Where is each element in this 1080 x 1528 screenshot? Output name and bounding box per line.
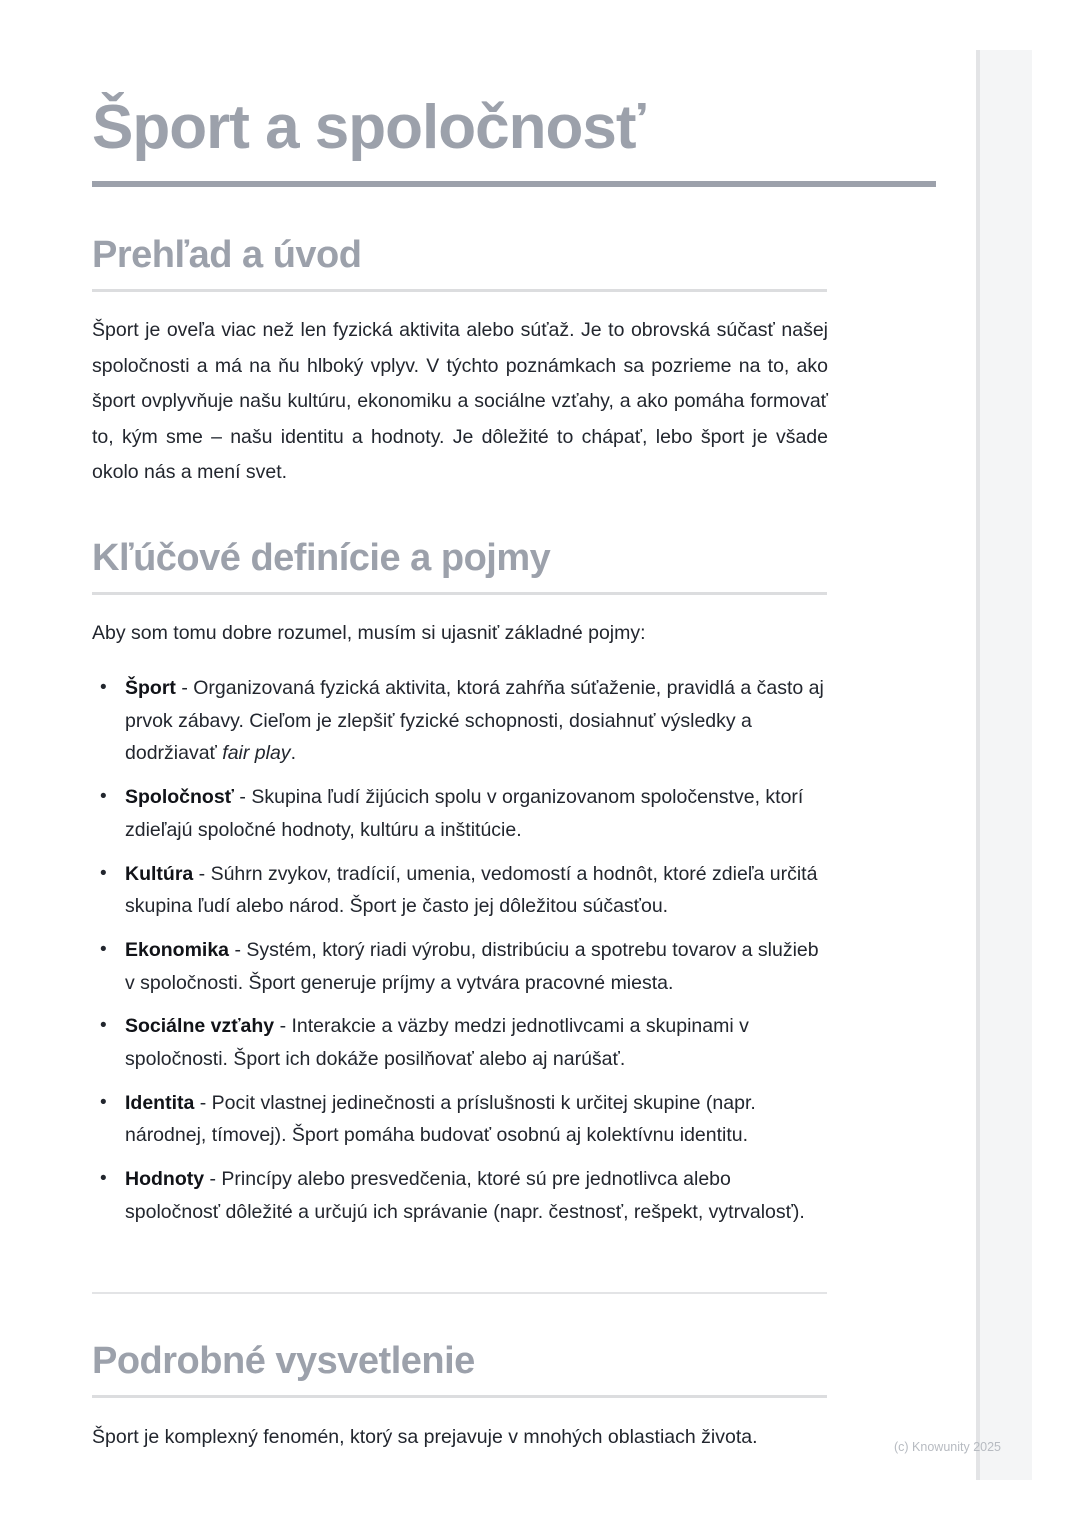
definition-term: Identita bbox=[125, 1091, 195, 1114]
definition-text: - Systém, ktorý riadi výrobu, distribúciu a spotrebu tovarov a služieb v spoločnosti. Šport generuje príjmy a vytvára pracovné miesta. bbox=[125, 938, 819, 994]
section-divider bbox=[92, 289, 827, 292]
definition-text: - Skupina ľudí žijúcich spolu v organizovanom spoločenstve, ktorí zdieľajú spoločné hodnoty, kultúru a inštitúcie. bbox=[125, 786, 804, 841]
bullet-icon: • bbox=[100, 677, 107, 698]
definition-term: Ekonomika bbox=[125, 938, 230, 961]
bullet-icon: • bbox=[100, 862, 107, 884]
definition-term: Hodnoty bbox=[125, 1168, 205, 1191]
bullet-icon: • bbox=[100, 786, 107, 808]
section-heading-definitions: Kľúčové definície a pojmy bbox=[92, 537, 551, 579]
horizontal-rule bbox=[92, 1292, 827, 1294]
copyright-footer: (c) Knowunity 2025 bbox=[894, 1440, 1002, 1454]
definition-text: - Interakcie a väzby medzi jednotlivcami a skupinami v spoločnosti. Šport ich dokáže posilňovať alebo aj narúšať. bbox=[125, 1015, 749, 1071]
list-item bbox=[92, 672, 828, 770]
definition-text: - Pocit vlastnej jedinečnosti a príslušnosti k určitej skupine (napr. národnej, tímovej). Šport pomáha budovať osobnú aj kolektívnu identitu. bbox=[125, 1091, 756, 1147]
definition-term: Šport bbox=[125, 677, 176, 699]
list-item bbox=[92, 858, 828, 923]
definition-text: - Organizovaná fyzická aktivita, ktorá zahŕňa súťaženie, pravidlá a často aj prvok zábavy. Cieľom je zlepšiť fyzické schopnosti, dosiahnuť výsledky a dodržiavať bbox=[125, 677, 824, 765]
detail-paragraph: Šport je komplexný fenomén, ktorý sa prejavuje v mnohých oblastiach života. bbox=[92, 1426, 758, 1448]
section-divider bbox=[92, 592, 827, 595]
page-title: Šport a spoločnosť bbox=[92, 93, 645, 162]
bullet-icon: • bbox=[100, 1015, 107, 1037]
list-item bbox=[92, 1087, 828, 1152]
definition-tail: . bbox=[290, 742, 296, 765]
list-item bbox=[92, 1163, 828, 1228]
definition-term: Kultúra bbox=[125, 862, 194, 885]
definition-text: - Súhrn zvykov, tradícií, umenia, vedomostí a hodnôt, ktoré zdieľa určitá skupina ľudí alebo národ. Šport je často jej dôležitou súčasťou. bbox=[125, 862, 818, 918]
overview-paragraph: Šport je oveľa viac než len fyzická aktivita alebo súťaž. Je to obrovská súčasť našej spoločnosti a má na ňu hlboký vplyv. V týchto poznámkach sa pozrieme na to, ako šport ovplyvňuje našu kultúru, ekonomiku a sociálne vzťahy, a ako pomáha formovať to, kým sme – našu identitu a hodnoty. Je dôležité to chápať, lebo šport je všade okolo nás a mení svet. bbox=[92, 319, 828, 483]
section-heading-detail: Podrobné vysvetlenie bbox=[92, 1340, 475, 1382]
bullet-icon: • bbox=[100, 938, 107, 960]
definition-text: - Princípy alebo presvedčenia, ktoré sú pre jednotlivca alebo spoločnosť dôležité a určujú ich správanie (napr. čestnosť, rešpekt, vytrvalosť). bbox=[125, 1168, 805, 1223]
bullet-icon: • bbox=[100, 1091, 107, 1113]
definitions-intro: Aby som tomu dobre rozumel, musím si ujasniť základné pojmy: bbox=[92, 622, 646, 644]
side-panel bbox=[976, 50, 1032, 1480]
definition-term: Sociálne vzťahy bbox=[125, 1015, 275, 1038]
list-item bbox=[92, 1010, 828, 1075]
definitions-list bbox=[92, 672, 828, 1240]
definition-term: Spoločnosť bbox=[125, 786, 235, 809]
section-divider bbox=[92, 1395, 827, 1398]
section-heading-overview: Prehľad a úvod bbox=[92, 234, 362, 276]
definition-emphasis: fair play bbox=[222, 742, 291, 765]
title-divider bbox=[92, 181, 936, 187]
list-item bbox=[92, 781, 828, 846]
bullet-icon: • bbox=[100, 1168, 107, 1190]
list-item bbox=[92, 934, 828, 999]
